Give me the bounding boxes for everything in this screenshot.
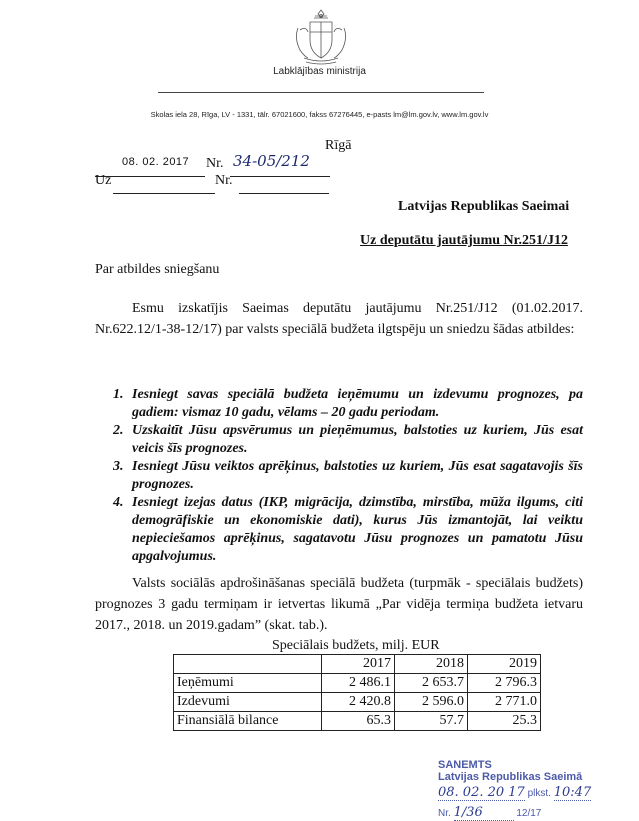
table-cell: 65.3 [322,712,395,731]
list-number: 4. [113,495,124,510]
stamp-nr: 1/36 [454,805,514,821]
list-item [95,458,583,494]
list-text: Uzskaitīt Jūsu apsvērumus un pieņēmumus, balstoties uz kuriem, Jūs esat veicis šīs prognozes. [132,423,583,456]
list-number: 2. [113,423,124,438]
stamp-time: 10:47 [553,785,592,800]
ministry-address: Skolas iela 28, Rīga, LV - 1331, tālr. 67021600, fakss 67276445, e-pasts lm@lm.gov.lv, www.lm.gov.lv [150,110,489,119]
nr-label: Nr. [206,156,224,171]
table-header-row [174,655,541,674]
table-cell: 2 796.3 [468,674,541,693]
stamp-nr-line [438,805,541,821]
coat-of-arms-icon [290,8,352,66]
stamp-time-label: plkst. [527,788,551,799]
table-row [174,712,541,731]
list-text: Iesniegt izejas datus (IKP, migrācija, dzimstība, mirstība, mūža ilgums, citi demogrāfiskie un ekonomiskie dati), kurus Jūs izmantojāt, lai veiktu nepieciešamos aprēķinus, sagatavotu Jūsu prognozes un pamatotu Jūsu apgalvojumus. [132,495,583,564]
uz-nr-label: Nr. [215,173,233,188]
table-cell: 25.3 [468,712,541,731]
header-divider [158,92,484,93]
year-header: 2018 [395,655,468,674]
table-row [174,674,541,693]
stamp-date: 08. 02. 20 17 [438,785,525,800]
table-cell: 57.7 [395,712,468,731]
subject-line: Uz deputātu jautājumu Nr.251/J12 [360,233,568,248]
list-item [95,494,583,566]
received-stamp [438,759,598,821]
list-item [95,422,583,458]
table-cell: 2 771.0 [468,693,541,712]
year-header: 2017 [322,655,395,674]
table-cell: 2 596.0 [395,693,468,712]
paragraph-intro: Esmu izskatījis Saeimas deputātu jautājumu Nr.251/J12 (01.02.2017. Nr.622.12/1-38-12/17) par valsts speciālā budžeta ilgtspēju un sniedzu šādas atbildes: [95,301,583,337]
question-list [95,386,583,566]
uz-nr-underline [239,179,329,194]
list-number: 1. [113,387,124,402]
table-corner [174,655,322,674]
recipient: Latvijas Republikas Saeimai [398,199,570,214]
stamp-date-line [438,785,591,801]
uz-underline [113,179,215,194]
row-label: Ieņēmumi [174,674,322,693]
stamp-organization: Latvijas Republikas Saeimā [438,771,583,783]
stamp-nr-suffix: 12/17 [516,808,542,819]
row-label: Izdevumi [174,693,322,712]
year-header: 2019 [468,655,541,674]
list-text: Iesniegt Jūsu veiktos aprēķinus, balstoties uz kuriem, Jūs esat sagatavojis šīs prognozes. [132,459,583,492]
budget-table [173,654,541,731]
stamp-nr-label: Nr. [438,808,451,819]
list-number: 3. [113,459,124,474]
list-text: Iesniegt savas speciālā budžeta ieņēmumu un izdevumu prognozes, pa gadiem: vismaz 10 gadu, vēlams – 20 gadu periodam. [132,387,583,420]
table-caption: Speciālais budžets, milj. EUR [272,638,440,653]
document-number: 34-05/212 [233,152,310,170]
row-label: Finansiālā bilance [174,712,322,731]
table-cell: 2 486.1 [322,674,395,693]
table-cell: 2 653.7 [395,674,468,693]
table-cell: 2 420.8 [322,693,395,712]
stamp-title: SANEMTS [438,759,492,771]
paragraph-budget: Valsts sociālās apdrošināšanas speciālā budžeta (turpmāk - speciālais budžets) prognozes 3 gadu termiņam ir ietvertas likumā „Par vidēja termiņa budžeta ietvaru 2017., 2018. un 2019.gadam” (skat. tab.). [95,576,583,633]
ministry-name: Labklājības ministrija [273,66,366,77]
document-date: 08. 02. 2017 [122,156,190,168]
city: Rīgā [325,138,352,153]
uz-label: Uz [95,173,112,188]
list-item [95,386,583,422]
table-row [174,693,541,712]
re-line: Par atbildes sniegšanu [95,262,220,277]
